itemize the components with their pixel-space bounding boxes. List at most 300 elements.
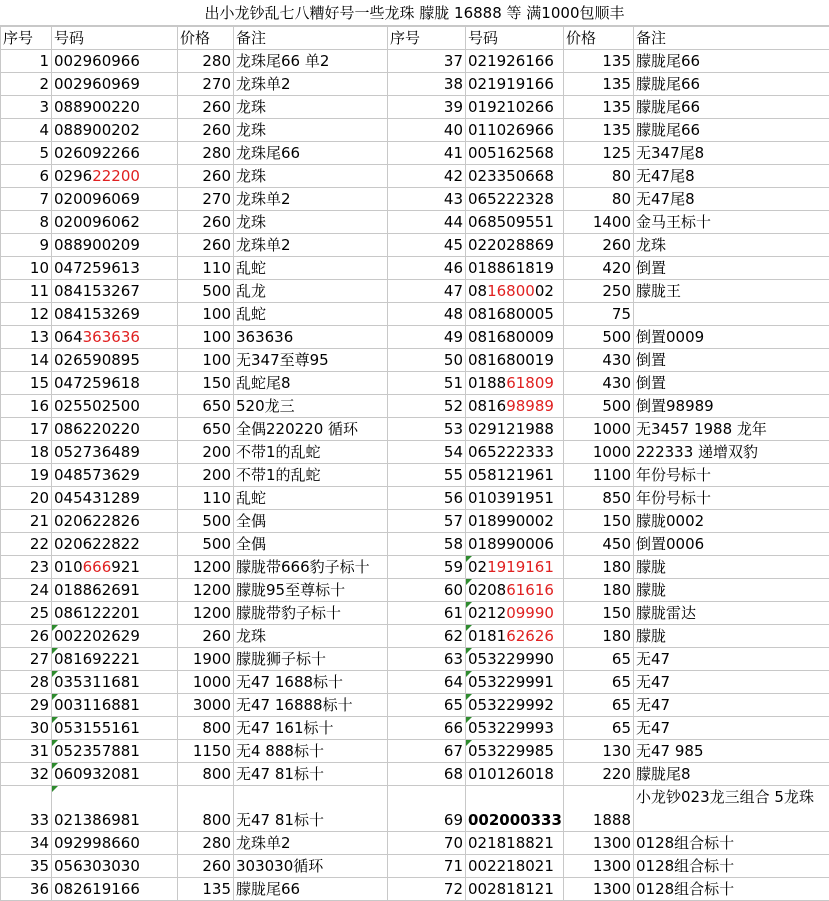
seq-cell: 38 [388,73,466,96]
note-cell: 朦胧 [634,556,829,579]
note-cell: 龙珠 [234,119,388,142]
price-cell: 125 [564,142,634,165]
note-cell: 无347尾8 [634,142,829,165]
seq-cell: 55 [388,464,466,487]
seq-cell: 43 [388,188,466,211]
table-row [1,556,829,579]
seq-cell: 12 [1,303,52,326]
number-part: 02 [535,282,554,300]
note-cell: 无47 985 [634,740,829,763]
note-cell: 朦胧雷达 [634,602,829,625]
seq-cell: 4 [1,119,52,142]
number-highlight: 22200 [92,167,140,185]
number-part: 005162568 [468,144,554,162]
number-part: 021926166 [468,52,554,70]
seq-cell: 49 [388,326,466,349]
header-seq: 序号 [1,27,52,50]
number-part: 068509551 [468,213,554,231]
table-row [1,142,829,165]
note-cell: 金马王标十 [634,211,829,234]
number-cell [52,349,178,372]
number-cell [52,50,178,73]
seq-cell: 54 [388,441,466,464]
number-part: 023350668 [468,167,554,185]
seq-cell: 6 [1,165,52,188]
table-row [1,349,829,372]
table-row [1,579,829,602]
header-note-right: 备注 [634,27,829,50]
number-cell [466,188,564,211]
number-part: 025502500 [54,397,140,415]
table-row [1,119,829,142]
seq-cell: 57 [388,510,466,533]
number-cell [52,418,178,441]
table-row [1,441,829,464]
table-row [1,855,829,878]
price-cell: 500 [564,395,634,418]
number-cell [466,73,564,96]
seq-cell: 45 [388,234,466,257]
table-row [1,786,829,832]
note-cell: 朦胧狮子标十 [234,648,388,671]
price-cell: 65 [564,717,634,740]
price-cell: 135 [178,878,234,901]
number-cell [52,257,178,280]
price-cell: 150 [178,372,234,395]
price-cell: 250 [564,280,634,303]
number-cell [52,280,178,303]
price-cell: 500 [564,326,634,349]
price-cell: 450 [564,533,634,556]
note-cell: 朦胧尾66 [234,878,388,901]
seq-cell: 11 [1,280,52,303]
number-part: 08 [468,282,487,300]
note-cell: 龙珠 [234,625,388,648]
number-cell [52,487,178,510]
number-cell [52,832,178,855]
number-part: 021919166 [468,75,554,93]
number-part: 002818121 [468,880,554,898]
seq-cell: 39 [388,96,466,119]
table-row [1,418,829,441]
seq-cell: 27 [1,648,52,671]
price-cell: 1400 [564,211,634,234]
seq-cell: 26 [1,625,52,648]
note-cell: 龙珠尾66 单2 [234,50,388,73]
number-part: 011026966 [468,121,554,139]
note-cell: 不带1的乱蛇 [234,464,388,487]
table-row [1,464,829,487]
number-part: 018990002 [468,512,554,530]
number-cell [52,96,178,119]
number-cell [52,625,178,648]
number-part: 026092266 [54,144,140,162]
price-cell: 270 [178,188,234,211]
seq-cell: 68 [388,763,466,786]
note-cell: 倒置0009 [634,326,829,349]
number-highlight: 363636 [83,328,140,346]
seq-cell: 42 [388,165,466,188]
seq-cell: 21 [1,510,52,533]
number-part: 082619166 [54,880,140,898]
note-cell: 倒置 [634,257,829,280]
price-cell: 500 [178,533,234,556]
number-cell [466,625,564,648]
price-cell: 260 [178,625,234,648]
price-cell: 1200 [178,602,234,625]
number-cell [466,763,564,786]
seq-cell: 66 [388,717,466,740]
table-row [1,303,829,326]
number-cell [466,211,564,234]
seq-cell: 2 [1,73,52,96]
note-cell: 无47 161标十 [234,717,388,740]
seq-cell: 32 [1,763,52,786]
price-cell: 65 [564,648,634,671]
note-cell: 无3457 1988 龙年 [634,418,829,441]
number-cell [52,878,178,901]
number-cell [52,211,178,234]
table-row [1,257,829,280]
number-part: 921 [111,558,140,576]
seq-cell: 33 [1,786,52,832]
note-cell: 龙珠单2 [234,188,388,211]
note-cell: 朦胧尾66 [634,73,829,96]
sheet-title: 出小龙钞乱七八糟好号一些龙珠 朦胧 16888 等 满1000包顺丰 [0,0,829,26]
number-part: 022028869 [468,236,554,254]
number-highlight: 1919161 [487,558,554,576]
number-cell [52,786,178,832]
number-part: 045431289 [54,489,140,507]
seq-cell: 22 [1,533,52,556]
table-row [1,878,829,901]
number-cell [52,234,178,257]
header-price-right: 价格 [564,27,634,50]
number-part: 048573629 [54,466,140,484]
price-cell: 260 [564,234,634,257]
note-cell: 无47 81标十 [234,763,388,786]
price-cell: 80 [564,165,634,188]
note-cell: 龙珠单2 [234,73,388,96]
seq-cell: 35 [1,855,52,878]
price-cell: 80 [564,188,634,211]
note-cell: 520龙三 [234,395,388,418]
seq-cell: 72 [388,878,466,901]
price-cell: 260 [178,96,234,119]
number-cell [466,694,564,717]
number-cell [52,142,178,165]
number-cell [466,786,564,832]
number-cell [52,303,178,326]
table-row [1,740,829,763]
price-cell: 430 [564,349,634,372]
number-part: 002202629 [54,627,140,645]
note-cell: 朦胧带豹子标十 [234,602,388,625]
price-cell: 1150 [178,740,234,763]
number-cell [466,441,564,464]
price-cell: 135 [564,50,634,73]
table-row [1,602,829,625]
number-highlight: 09990 [506,604,554,622]
number-part: 086220220 [54,420,140,438]
seq-cell: 62 [388,625,466,648]
number-cell [52,671,178,694]
note-cell: 0128组合标十 [634,855,829,878]
note-cell: 龙珠尾66 [234,142,388,165]
seq-cell: 69 [388,786,466,832]
number-cell [466,303,564,326]
price-cell: 1200 [178,556,234,579]
number-part: 010 [54,558,83,576]
number-cell [52,855,178,878]
seq-cell: 46 [388,257,466,280]
number-part: 003116881 [54,696,140,714]
number-part: 010391951 [468,489,554,507]
note-cell: 朦胧带666豹子标十 [234,556,388,579]
number-highlight: 61616 [506,581,554,599]
number-cell [466,487,564,510]
seq-cell: 3 [1,96,52,119]
number-part: 020622826 [54,512,140,530]
note-cell: 乱蛇尾8 [234,372,388,395]
number-highlight: 16800 [487,282,535,300]
price-cell: 100 [178,303,234,326]
seq-cell: 31 [1,740,52,763]
note-cell: 朦胧 [634,579,829,602]
header-price: 价格 [178,27,234,50]
note-cell: 无47尾8 [634,165,829,188]
table-row [1,671,829,694]
seq-cell: 17 [1,418,52,441]
seq-cell: 60 [388,579,466,602]
number-part: 0188 [468,374,506,392]
number-highlight: 98989 [506,397,554,415]
seq-cell: 13 [1,326,52,349]
note-cell: 朦胧王 [634,280,829,303]
header-row [1,27,829,50]
number-cell [52,326,178,349]
price-cell: 1900 [178,648,234,671]
price-cell: 430 [564,372,634,395]
note-cell: 倒置98989 [634,395,829,418]
number-part: 088900202 [54,121,140,139]
seq-cell: 44 [388,211,466,234]
seq-cell: 47 [388,280,466,303]
note-cell: 倒置 [634,349,829,372]
number-cell [52,395,178,418]
price-cell: 800 [178,717,234,740]
number-part: 020622822 [54,535,140,553]
number-cell [466,556,564,579]
number-cell [466,602,564,625]
price-cell: 150 [564,602,634,625]
number-cell [466,257,564,280]
note-cell: 小龙钞023龙三组合 5龙珠 [634,786,829,832]
price-cell: 260 [178,165,234,188]
price-cell: 1200 [178,579,234,602]
note-cell: 龙珠 [234,165,388,188]
number-cell [52,740,178,763]
price-cell: 3000 [178,694,234,717]
table-row [1,510,829,533]
number-part: 081692221 [54,650,140,668]
price-cell: 135 [564,73,634,96]
seq-cell: 52 [388,395,466,418]
number-cell [52,648,178,671]
header-seq-right: 序号 [388,27,466,50]
note-cell: 龙珠单2 [234,234,388,257]
seq-cell: 65 [388,694,466,717]
number-part: 0212 [468,604,506,622]
price-cell: 100 [178,326,234,349]
number-highlight: 666 [83,558,112,576]
price-cell: 420 [564,257,634,280]
table-row [1,96,829,119]
number-cell [466,717,564,740]
seq-cell: 63 [388,648,466,671]
number-part: 084153267 [54,282,140,300]
number-cell [466,740,564,763]
price-cell: 180 [564,625,634,648]
seq-cell: 30 [1,717,52,740]
price-cell: 500 [178,280,234,303]
seq-cell: 25 [1,602,52,625]
table-row [1,648,829,671]
price-cell: 180 [564,556,634,579]
number-cell [466,234,564,257]
note-cell: 乱蛇 [234,257,388,280]
table-row [1,165,829,188]
number-cell [52,510,178,533]
number-part: 035311681 [54,673,140,691]
number-part: 065222328 [468,190,554,208]
price-cell: 650 [178,395,234,418]
note-cell: 无347至尊95 [234,349,388,372]
seq-cell: 1 [1,50,52,73]
number-part: 053229993 [468,719,554,737]
seq-cell: 18 [1,441,52,464]
number-part: 002000333 [468,811,562,829]
seq-cell: 14 [1,349,52,372]
number-part: 0296 [54,167,92,185]
table-row [1,763,829,786]
seq-cell: 71 [388,855,466,878]
price-cell: 1000 [564,441,634,464]
number-part: 019210266 [468,98,554,116]
price-cell: 150 [564,510,634,533]
seq-cell: 37 [388,50,466,73]
number-cell [52,119,178,142]
number-part: 081680019 [468,351,554,369]
price-cell: 1000 [178,671,234,694]
price-cell: 220 [564,763,634,786]
number-part: 053229991 [468,673,554,691]
price-cell: 1300 [564,832,634,855]
price-cell: 200 [178,441,234,464]
seq-cell: 56 [388,487,466,510]
table-row [1,395,829,418]
table-row [1,625,829,648]
seq-cell: 9 [1,234,52,257]
table-row [1,326,829,349]
number-part: 010126018 [468,765,554,783]
number-cell [466,464,564,487]
number-part: 084153269 [54,305,140,323]
number-cell [52,579,178,602]
table-row [1,832,829,855]
seq-cell: 34 [1,832,52,855]
seq-cell: 58 [388,533,466,556]
note-cell: 无47 [634,671,829,694]
number-cell [466,671,564,694]
number-part: 053229992 [468,696,554,714]
price-cell: 800 [178,763,234,786]
seq-cell: 67 [388,740,466,763]
number-cell [466,510,564,533]
note-cell: 无47 81标十 [234,786,388,832]
number-cell [52,441,178,464]
price-cell: 500 [178,510,234,533]
number-part: 056303030 [54,857,140,875]
number-cell [466,280,564,303]
seq-cell: 20 [1,487,52,510]
number-cell [466,165,564,188]
number-highlight: 61809 [506,374,554,392]
header-number: 号码 [52,27,178,50]
header-number-right: 号码 [466,27,564,50]
note-cell: 朦胧尾66 [634,119,829,142]
seq-cell: 70 [388,832,466,855]
number-cell [52,533,178,556]
number-cell [466,349,564,372]
seq-cell: 16 [1,395,52,418]
number-cell [466,326,564,349]
number-cell [466,372,564,395]
price-cell: 100 [178,349,234,372]
price-cell: 180 [564,579,634,602]
price-cell: 800 [178,786,234,832]
note-cell: 363636 [234,326,388,349]
number-part: 064 [54,328,83,346]
note-cell: 乱龙 [234,280,388,303]
price-cell: 1100 [564,464,634,487]
note-cell: 朦胧尾8 [634,763,829,786]
price-cell: 65 [564,671,634,694]
seq-cell: 51 [388,372,466,395]
number-cell [466,395,564,418]
table-row [1,533,829,556]
table-row [1,280,829,303]
number-cell [466,832,564,855]
table-row [1,188,829,211]
table-row [1,372,829,395]
note-cell: 全偶220220 循环 [234,418,388,441]
number-cell [466,50,564,73]
number-part: 060932081 [54,765,140,783]
number-part: 026590895 [54,351,140,369]
number-cell [466,878,564,901]
seq-cell: 29 [1,694,52,717]
number-cell [52,464,178,487]
note-cell: 龙珠单2 [234,832,388,855]
price-cell: 280 [178,142,234,165]
number-part: 0181 [468,627,506,645]
price-cell: 1000 [564,418,634,441]
note-cell: 乱蛇 [234,487,388,510]
number-cell [466,96,564,119]
number-part: 029121988 [468,420,554,438]
number-cell [466,142,564,165]
